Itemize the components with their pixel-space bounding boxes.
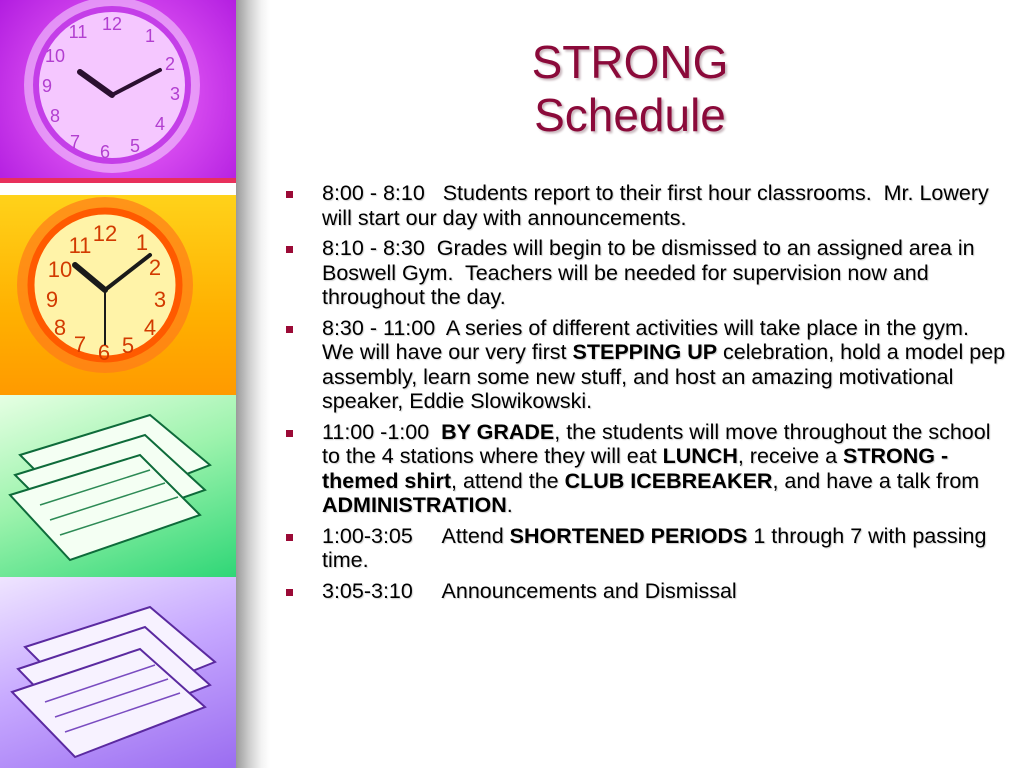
svg-text:11: 11 <box>68 233 92 258</box>
schedule-item-text: 8:30 - 11:00 A series of different activities will take place in the gym. We will have our very first <box>322 315 981 364</box>
schedule-item <box>286 420 1008 518</box>
schedule-item <box>286 236 1008 310</box>
schedule-item-text: 3:05-3:10 Announcements and Dismissal <box>322 578 737 603</box>
schedule-item-bold-text: BY GRADE <box>441 419 555 444</box>
purple-papers-icon <box>0 577 240 768</box>
svg-text:3: 3 <box>153 287 167 312</box>
svg-text:5: 5 <box>129 136 141 156</box>
svg-text:7: 7 <box>73 332 87 357</box>
schedule-item-text: , the students will move throughout the school to the 4 stations where they will eat <box>322 419 997 468</box>
schedule-item-text: . <box>506 493 513 517</box>
schedule-list <box>286 181 1012 609</box>
slide-title <box>280 36 980 142</box>
schedule-item-bold-text: ADMINISTRATION <box>322 493 507 517</box>
svg-text:7: 7 <box>69 132 81 152</box>
svg-text:4: 4 <box>154 114 166 134</box>
schedule-item-text: 8:10 - 8:30 Grades will begin to be dismissed to an assigned area in Boswell Gym. Teachers will be needed for supervision now and throughout the day. <box>322 236 981 309</box>
svg-text:2: 2 <box>164 54 176 74</box>
schedule-item-text: , receive a <box>737 444 844 468</box>
schedule-item-text: 1 through 7 with passing time. <box>322 523 993 572</box>
svg-text:6: 6 <box>97 340 111 365</box>
svg-text:12: 12 <box>92 221 118 246</box>
schedule-item <box>286 524 1008 573</box>
schedule-item-bold-text: CLUB ICEBREAKER <box>564 468 773 493</box>
decorative-image-strip <box>0 0 240 768</box>
schedule-item-bold-text: STRONG -themed shirt <box>322 444 949 493</box>
svg-text:10: 10 <box>44 46 66 66</box>
svg-text:1: 1 <box>144 26 156 46</box>
square-bullet-icon <box>286 326 293 333</box>
svg-text:9: 9 <box>41 76 53 96</box>
orange-clock-icon <box>0 195 240 395</box>
schedule-item-text: 1:00-3:05 Attend <box>322 523 510 548</box>
purple-papers-panel <box>0 577 240 768</box>
svg-text:9: 9 <box>45 287 59 312</box>
square-bullet-icon <box>286 430 293 437</box>
schedule-item <box>286 579 1008 604</box>
green-papers-icon <box>0 395 240 577</box>
svg-text:3: 3 <box>169 84 181 104</box>
schedule-item <box>286 181 1008 230</box>
svg-text:12: 12 <box>101 14 123 34</box>
square-bullet-icon <box>286 246 293 253</box>
schedule-item-text: celebration, hold a model pep assembly, learn some new stuff, and host an amazing motivational speaker, Eddie Slowikowski. <box>322 340 1012 413</box>
schedule-item-bold-text: SHORTENED PERIODS <box>509 523 748 548</box>
svg-text:11: 11 <box>68 22 88 42</box>
svg-text:8: 8 <box>49 106 61 126</box>
schedule-item-bold-text: LUNCH <box>662 444 738 468</box>
square-bullet-icon <box>286 191 293 198</box>
svg-text:6: 6 <box>99 142 111 162</box>
orange-clock-panel <box>0 195 240 395</box>
square-bullet-icon <box>286 534 293 541</box>
purple-clock-icon <box>0 0 240 183</box>
svg-text:2: 2 <box>148 255 162 280</box>
title-line-2: Schedule <box>534 89 726 141</box>
schedule-item <box>286 315 1012 414</box>
green-papers-panel <box>0 395 240 577</box>
svg-text:1: 1 <box>135 230 149 255</box>
svg-text:10: 10 <box>47 257 73 282</box>
schedule-item-text: , attend the <box>451 468 565 493</box>
schedule-item-text: 11:00 -1:00 <box>322 419 442 444</box>
svg-text:4: 4 <box>143 315 157 340</box>
schedule-item-bold-text: STEPPING UP <box>572 340 718 364</box>
svg-text:8: 8 <box>53 315 67 340</box>
title-line-1: STRONG <box>531 36 729 88</box>
purple-clock-panel <box>0 0 240 183</box>
strip-shadow <box>236 0 270 768</box>
svg-text:5: 5 <box>121 333 135 358</box>
square-bullet-icon <box>286 589 293 596</box>
schedule-item-text: 8:00 - 8:10 Students report to their first hour classrooms. Mr. Lowery will start our day with announcements. <box>322 181 995 230</box>
schedule-item-text: , and have a talk from <box>772 468 986 493</box>
